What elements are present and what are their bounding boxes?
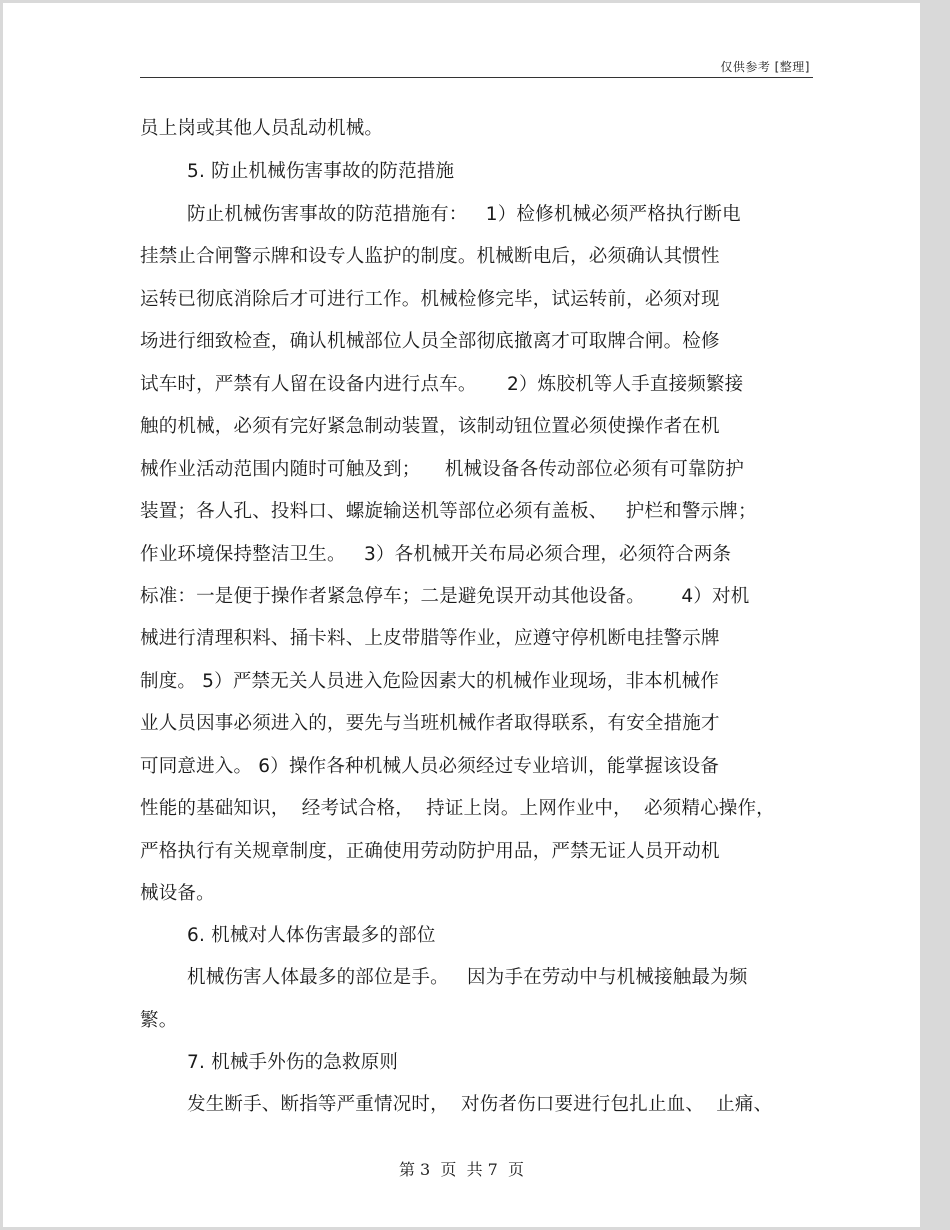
body-line: 发生断手、断指等严重情况时， 对伤者伤口要进行包扎止血、 止痛、 (187, 1094, 773, 1115)
section-heading: 7. 机械手外伤的急救原则 (187, 1052, 399, 1073)
body-line: 标准：一是便于操作者紧急停车；二是避免误开动其他设备。 4）对机 (140, 586, 750, 607)
body-line: 业人员因事必须进入的，要先与当班机械作者取得联系，有安全措施才 (140, 713, 720, 734)
body-line: 防止机械伤害事故的防范措施有： 1）检修机械必须严格执行断电 (187, 204, 741, 225)
body-line: 装置；各人孔、投料口、螺旋输送机等部位必须有盖板、 护栏和警示牌； (140, 501, 757, 522)
body-line: 场进行细致检查，确认机械部位人员全部彻底撤离才可取牌合闸。检修 (140, 331, 720, 352)
page-number: 第 3 页 共 7 页 (398, 1160, 525, 1179)
body-line: 械作业活动范围内随时可触及到； 机械设备各传动部位必须有可靠防护 (140, 459, 745, 480)
body-line: 员上岗或其他人员乱动机械。 (140, 118, 384, 139)
header-note: 仅供参考 [整理] (720, 60, 810, 74)
body-line: 触的机械，必须有完好紧急制动装置，该制动钮位置必须使操作者在机 (140, 416, 720, 437)
body-line: 械设备。 (140, 883, 215, 904)
body-line: 械进行清理积料、捅卡料、上皮带腊等作业，应遵守停机断电挂警示牌 (140, 628, 720, 649)
header-rule (140, 77, 813, 78)
body-line: 制度。 5）严禁无关人员进入危险因素大的机械作业现场，非本机械作 (140, 671, 720, 692)
body-line: 繁。 (140, 1010, 178, 1031)
body-line: 可同意进入。 6）操作各种机械人员必须经过专业培训，能掌握该设备 (140, 756, 720, 777)
body-line: 机械伤害人体最多的部位是手。 因为手在劳动中与机械接触最为频 (187, 967, 748, 988)
document-page (3, 3, 920, 1227)
body-line: 作业环境保持整洁卫生。 3）各机械开关布局必须合理，必须符合两条 (140, 544, 732, 565)
body-line: 严格执行有关规章制度，正确使用劳动防护用品，严禁无证人员开动机 (140, 841, 720, 862)
body-line: 性能的基础知识， 经考试合格， 持证上岗。上网作业中， 必须精心操作， (140, 798, 775, 819)
body-line: 运转已彻底消除后才可进行工作。机械检修完毕，试运转前，必须对现 (140, 289, 720, 310)
section-heading: 5. 防止机械伤害事故的防范措施 (187, 161, 455, 182)
body-line: 挂禁止合闸警示牌和设专人监护的制度。机械断电后，必须确认其惯性 (140, 246, 720, 267)
body-line: 试车时，严禁有人留在设备内进行点车。 2）炼胶机等人手直接频繁接 (140, 374, 744, 395)
section-heading: 6. 机械对人体伤害最多的部位 (187, 925, 436, 946)
